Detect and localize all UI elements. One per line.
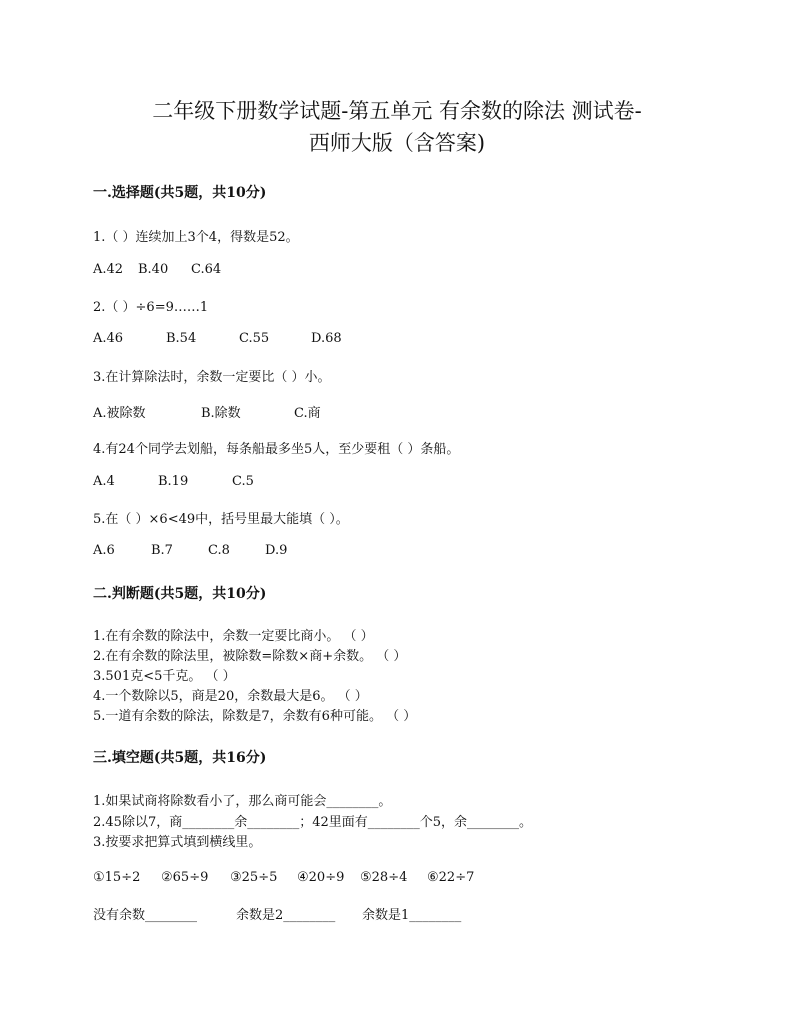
- option-b: B.7: [151, 543, 173, 558]
- option-a: A.46: [93, 331, 124, 346]
- expression-list: [93, 870, 497, 885]
- option-c: C.64: [191, 262, 222, 277]
- judgement-4: 4.一个数除以5，商是20，余数最大是6。 （ ）: [93, 689, 368, 704]
- option-d: D.9: [265, 543, 288, 558]
- answer-remainder-1: 余数是1________: [362, 908, 462, 923]
- question-1: 1.（ ）连续加上3个4，得数是52。: [93, 230, 299, 245]
- section1-heading: 一.选择题(共5题，共10分): [93, 185, 267, 201]
- question-3: 3.在计算除法时，余数一定要比（ ）小。: [93, 370, 331, 385]
- question-5-options: [93, 543, 315, 558]
- document-title-line2: 西师大版（含答案): [308, 131, 486, 155]
- expression-item: ⑤28÷4: [360, 870, 408, 885]
- judgement-2: 2.在有余数的除法里，被除数=除数×商+余数。 （ ）: [93, 649, 407, 664]
- expression-item: ⑥22÷7: [427, 870, 475, 885]
- option-a: A.4: [93, 474, 115, 489]
- question-2-options: [93, 331, 371, 346]
- judgement-1: 1.在有余数的除法中，余数一定要比商小。 （ ）: [93, 629, 374, 644]
- question-2: 2.（ ）÷6=9……1: [93, 300, 209, 315]
- expression-item: ③25÷5: [230, 870, 278, 885]
- expression-item: ④20÷9: [297, 870, 345, 885]
- question-4: 4.有24个同学去划船，每条船最多坐5人，至少要租（ ）条船。: [93, 442, 460, 457]
- question-1-options: [93, 262, 251, 277]
- section3-heading: 三.填空题(共5题，共16分): [93, 750, 267, 766]
- fill-blank-3: 3.按要求把算式填到横线里。: [93, 835, 262, 850]
- option-c: C.5: [232, 474, 254, 489]
- judgement-3: 3.501克<5千克。 （ ）: [93, 669, 236, 684]
- fill-blank-1: 1.如果试商将除数看小了，那么商可能会________。: [93, 794, 392, 809]
- fill-blank-2: 2.45除以7，商________余________；42里面有________个5，余________。: [93, 815, 533, 830]
- section2-heading: 二.判断题(共5题，共10分): [93, 586, 267, 602]
- question-3-options: [93, 402, 354, 421]
- answer-no-remainder: 没有余数________: [93, 908, 198, 923]
- option-a: A.42: [93, 262, 124, 277]
- option-c: C.55: [239, 331, 270, 346]
- option-a: A.6: [93, 543, 115, 558]
- option-a: A.被除数: [93, 406, 146, 421]
- question-5: 5.在（ ）×6<49中，括号里最大能填（ ）。: [93, 512, 349, 527]
- option-b: B.19: [158, 474, 189, 489]
- question-4-options: [93, 474, 292, 489]
- answer-line: [93, 904, 461, 923]
- document-title-line1: 二年级下册数学试题-第五单元 有余数的除法 测试卷-: [152, 99, 642, 123]
- option-d: D.68: [311, 331, 342, 346]
- option-b: B.40: [138, 262, 169, 277]
- answer-remainder-2: 余数是2________: [236, 908, 336, 923]
- option-c: C.商: [294, 406, 321, 421]
- expression-item: ①15÷2: [93, 870, 141, 885]
- option-b: B.54: [166, 331, 197, 346]
- judgement-5: 5.一道有余数的除法，除数是7，余数有6种可能。 （ ）: [93, 709, 417, 724]
- expression-item: ②65÷9: [161, 870, 209, 885]
- option-c: C.8: [208, 543, 230, 558]
- option-b: B.除数: [201, 406, 241, 421]
